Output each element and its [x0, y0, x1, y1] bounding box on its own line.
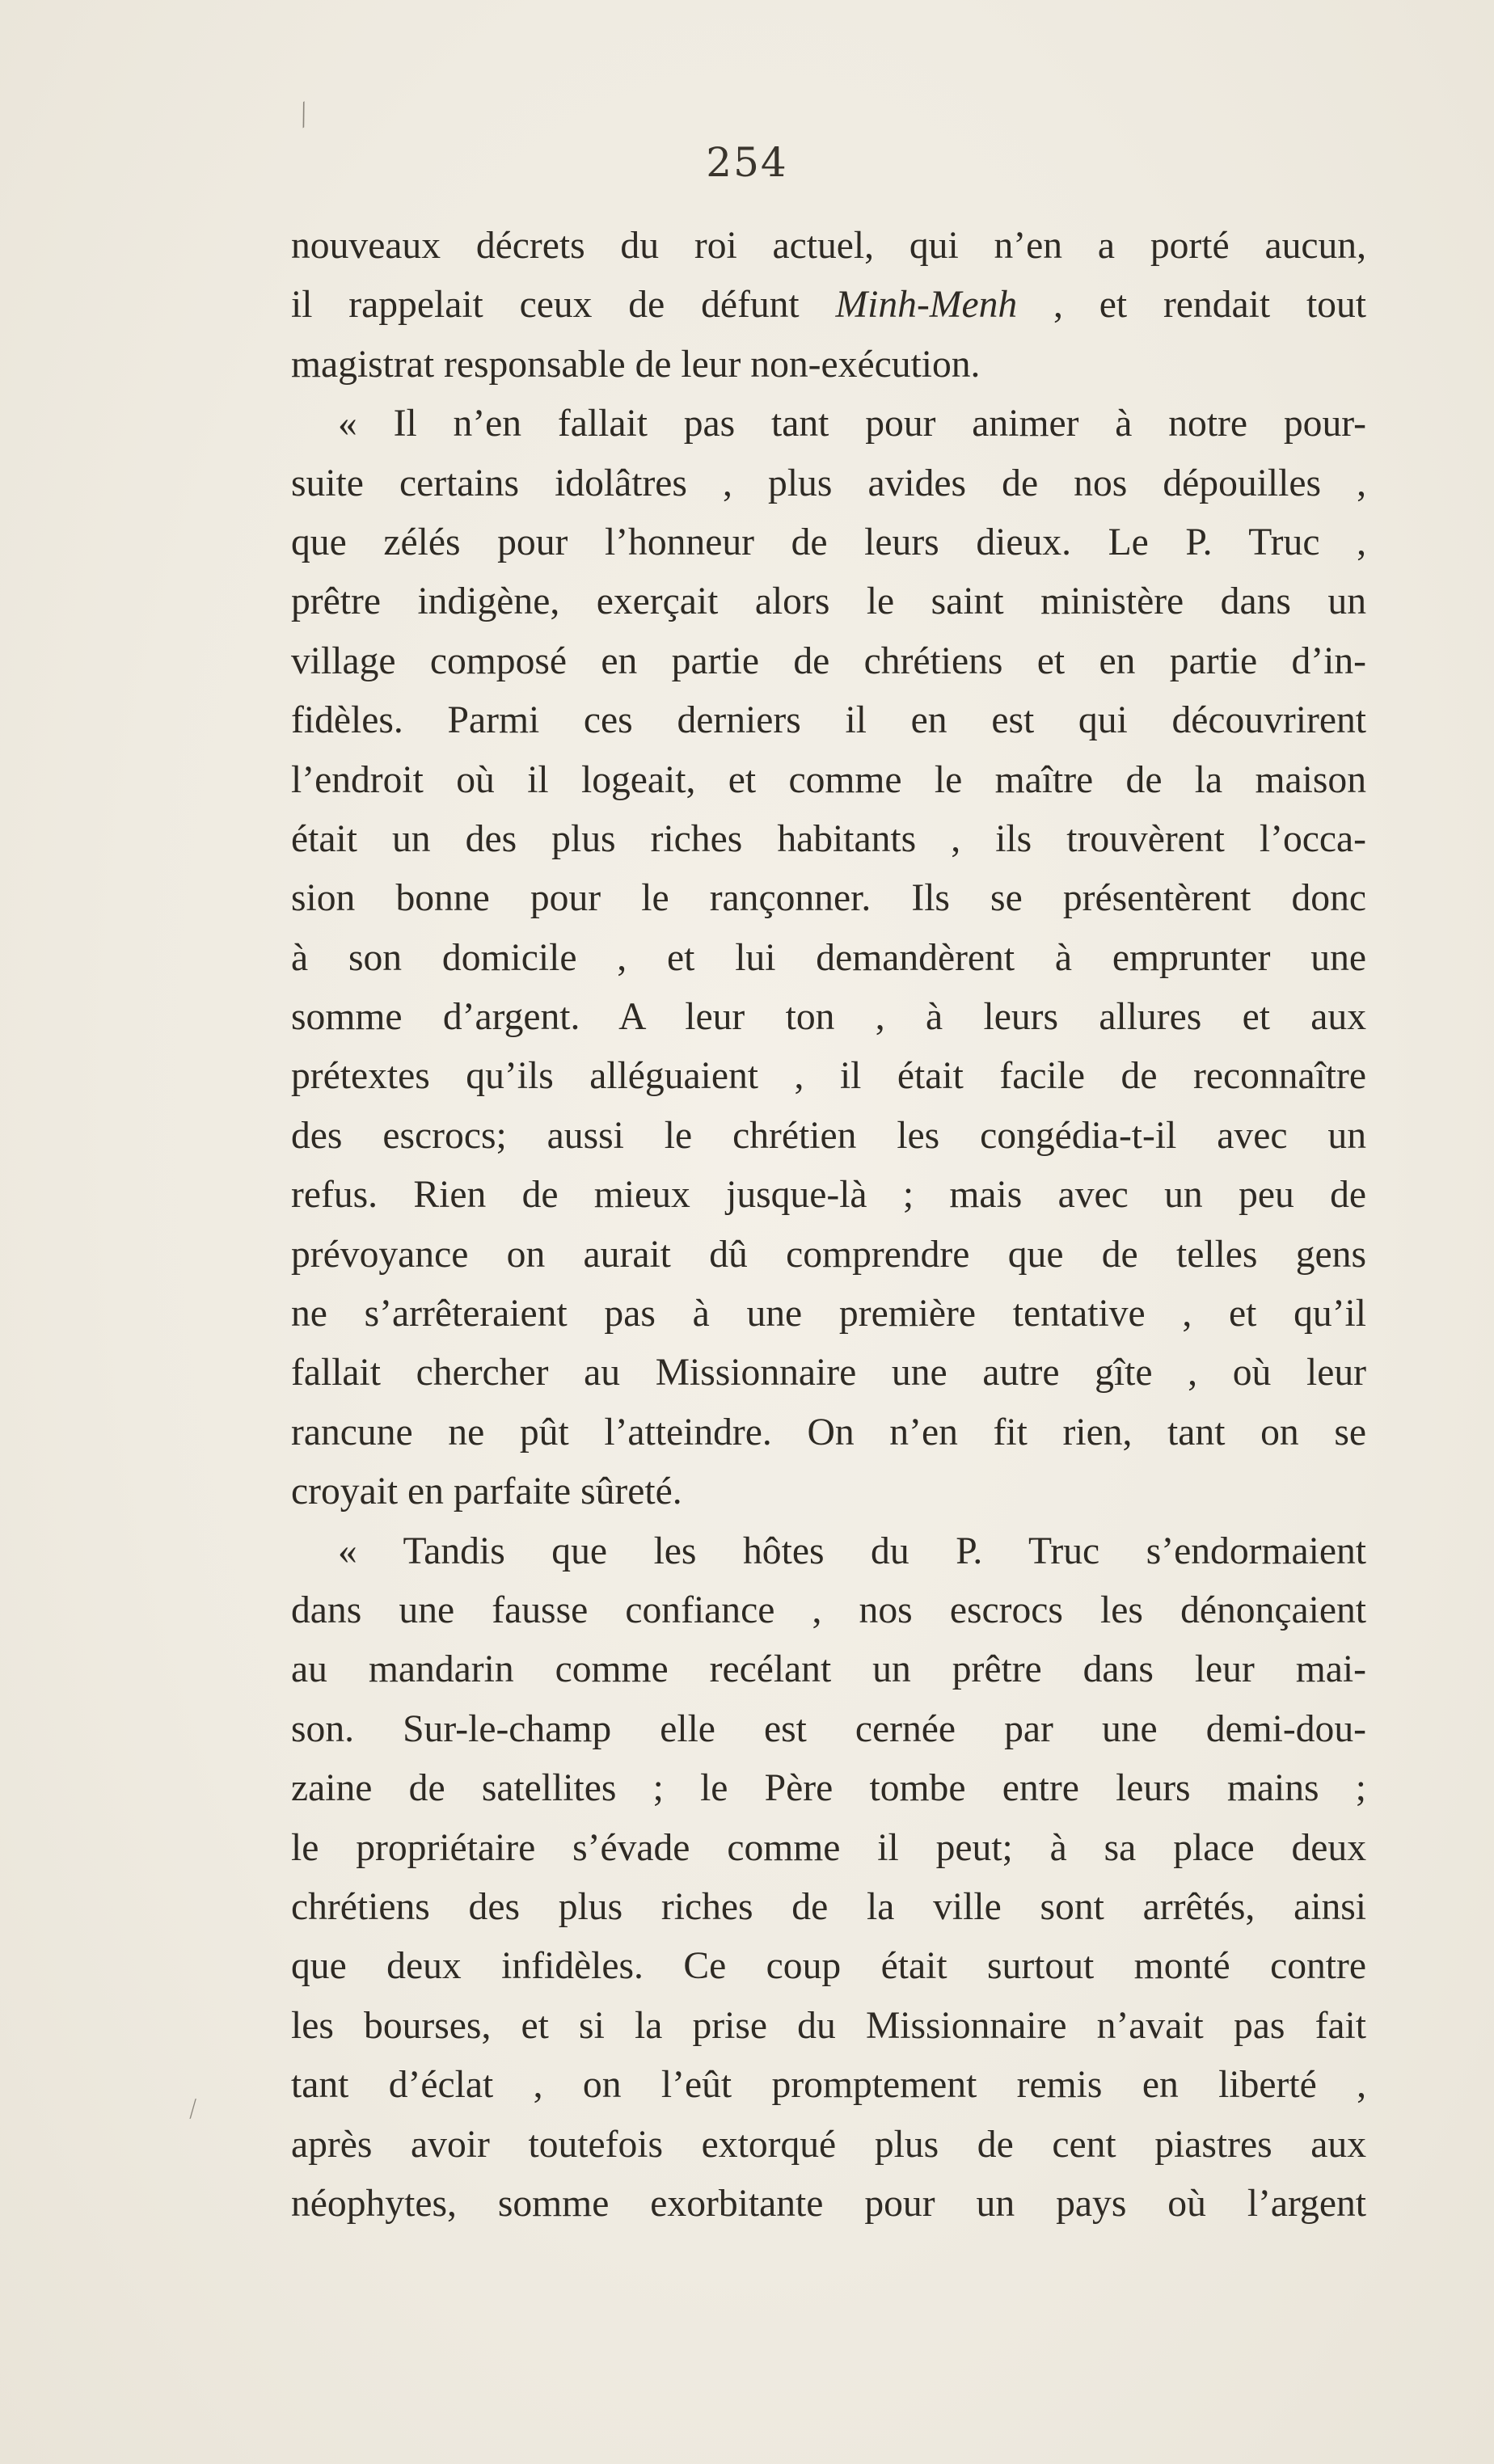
margin-speck: ∕: [185, 2094, 200, 2123]
text-line: après avoir toutefois extorqué plus de cent piastres aux: [291, 2123, 1366, 2166]
text-line: à son domicile , et lui demandèrent à emprunter une: [291, 936, 1366, 979]
text-line: prétextes qu’ils alléguaient , il était facile de reconnaître: [291, 1055, 1366, 1098]
text-line: il rappelait ceux de défunt Minh-Menh , et rendait tout: [291, 284, 1366, 327]
text-line: dans une fausse confiance , nos escrocs les dénonçaient: [291, 1589, 1366, 1631]
text-line: chrétiens des plus riches de la ville sont arrêtés, ainsi: [291, 1885, 1366, 1928]
text-line: prêtre indigène, exerçait alors le saint ministère dans un: [291, 580, 1366, 623]
text-line: le propriétaire s’évade comme il peut; à sa place deux: [291, 1826, 1366, 1869]
text-line: fallait chercher au Missionnaire une autre gîte , où leur: [291, 1352, 1366, 1394]
text-line: suite certains idolâtres , plus avides de nos dépouilles ,: [291, 462, 1366, 504]
text-line: sion bonne pour le rançonner. Ils se présentèrent donc: [291, 877, 1366, 920]
margin-speck: ∕: [290, 98, 316, 131]
text-line: zaine de satellites ; le Père tombe entre leurs mains ;: [291, 1767, 1366, 1810]
text-line: rancune ne pût l’atteindre. On n’en fit rien, tant on se: [291, 1411, 1366, 1454]
text-line: ne s’arrêteraient pas à une première tentative , et qu’il: [291, 1293, 1366, 1335]
text-line: tant d’éclat , on l’eût promptement remis en liberté ,: [291, 2064, 1366, 2107]
text-line: les bourses, et si la prise du Missionnaire n’avait pas fait: [291, 2004, 1366, 2047]
text-line: village composé en partie de chrétiens et en partie d’in-: [291, 639, 1366, 682]
text-line: au mandarin comme recélant un prêtre dans leur mai-: [291, 1648, 1366, 1691]
text-line: « Tandis que les hôtes du P. Truc s’endormaient: [338, 1529, 1366, 1572]
text-line: néophytes, somme exorbitante pour un pays où l’argent: [291, 2182, 1366, 2225]
text-line: l’endroit où il logeait, et comme le maître de la maison: [291, 758, 1366, 801]
text-line: que deux infidèles. Ce coup était surtout monté contre: [291, 1945, 1366, 1988]
text-line: refus. Rien de mieux jusque-là ; mais avec un peu de: [291, 1174, 1366, 1217]
text-line: somme d’argent. A leur ton , à leurs allures et aux: [291, 996, 1366, 1039]
page-number: 254: [706, 139, 788, 186]
text-line: était un des plus riches habitants , ils trouvèrent l’occa-: [291, 817, 1366, 860]
text-line: des escrocs; aussi le chrétien les congédia-t-il avec un: [291, 1114, 1366, 1157]
body-text: [291, 217, 1366, 2234]
text-line: prévoyance on aurait dû comprendre que de telles gens: [291, 1233, 1366, 1276]
text-line: fidèles. Parmi ces derniers il en est qui découvrirent: [291, 699, 1366, 742]
text-line: nouveaux décrets du roi actuel, qui n’en a porté aucun,: [291, 225, 1366, 267]
text-line: croyait en parfaite sûreté.: [291, 1470, 682, 1513]
text-line: magistrat responsable de leur non-exécution.: [291, 343, 981, 386]
text-line: que zélés pour l’honneur de leurs dieux. Le P. Truc ,: [291, 521, 1366, 563]
text-line: « Il n’en fallait pas tant pour animer à notre pour-: [338, 403, 1366, 445]
text-line: son. Sur-le-champ elle est cernée par une demi-dou-: [291, 1707, 1366, 1750]
